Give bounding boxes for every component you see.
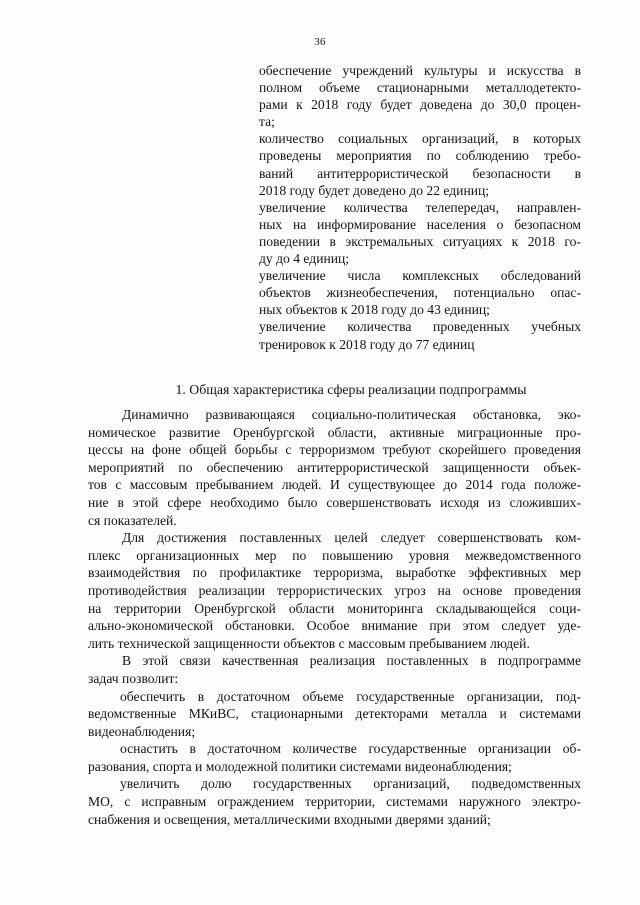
- indicator-line: проведены мероприятия по соблюдению требо-: [259, 148, 581, 164]
- indicator-line: обеспечение учреждений культуры и искусства в: [259, 63, 581, 78]
- indicator-line: ваний антитеррористической безопасности в: [259, 165, 581, 181]
- indicator-line: увеличение числа комплексных обследований: [259, 268, 581, 284]
- paragraph-line: ально-экономической обстановки. Особое внимание при этом следует уде-: [88, 618, 581, 634]
- indicator-line: 2018 году будет доведено до 22 единиц;: [259, 182, 490, 198]
- indicator-line: количество социальных организаций, в которых: [259, 131, 581, 147]
- paragraph-line: на территории Оренбургской области мониторинга складывающейся соци-: [88, 600, 581, 616]
- paragraph-line: задач позволит:: [88, 670, 179, 686]
- paragraph-line: ся показателей.: [88, 512, 177, 528]
- indicators-list: [259, 62, 581, 353]
- indicator-line: поведении в экстремальных ситуациях к 2018 го-: [259, 233, 581, 249]
- paragraph-line: обеспечить в достаточном объеме государственные организации, под-: [120, 688, 581, 704]
- paragraph-line: МО, с исправным ограждением территории, системами наружного электро-: [88, 794, 581, 810]
- paragraph-line: номическое развитие Оренбургской области, активные миграционные про-: [88, 424, 581, 440]
- indicator-line: ду до 4 единиц;: [259, 251, 350, 267]
- paragraph-line: лить технической защищенности объектов с массовым пребыванием людей.: [88, 635, 530, 651]
- paragraph-line: цессы на фоне общей борьбы с терроризмом требуют скорейшего проведения: [88, 442, 581, 458]
- section-heading: 1. Общая характеристика сферы реализации подпрограммы: [175, 382, 527, 397]
- paragraph-line: плекс организационных мер по повышению уровня межведомственного: [88, 547, 581, 563]
- paragraph-line: взаимодействия по профилактике терроризма, выработке эффективных мер: [88, 565, 581, 581]
- paragraph-line: тов с массовым пребыванием людей. И существующее до 2014 года положе-: [88, 477, 581, 493]
- indicator-line: ных объектов к 2018 году до 43 единиц;: [259, 302, 490, 318]
- paragraph-line: Динамично развивающаяся социально-политическая обстановка, эко-: [122, 407, 581, 422]
- paragraph-line: разования, спорта и молодежной политики системами видеонаблюдения;: [88, 758, 512, 774]
- paragraph-line: Для достижения поставленных целей следует совершенствовать ком-: [122, 530, 581, 546]
- paragraph-line: мероприятий по обеспечению антитеррористической защищенности объек-: [88, 459, 581, 475]
- paragraph-line: видеонаблюдения;: [88, 723, 196, 739]
- indicator-line: та;: [259, 114, 275, 130]
- indicator-line: тренировок к 2018 году до 77 единиц: [259, 336, 475, 352]
- indicator-line: объектов жизнеобеспечения, потенциально опас-: [259, 285, 581, 301]
- paragraph-line: В этой связи качественная реализация поставленных в подпрограмме: [122, 653, 581, 669]
- paragraph-line: ние в этой сфере необходимо было совершенствовать исходя из сложивших-: [88, 494, 581, 510]
- body-text: [88, 406, 581, 828]
- indicator-line: увеличение количества проведенных учебных: [259, 319, 581, 335]
- indicator-line: ных на информирование населения о безопасном: [259, 216, 581, 232]
- paragraph-line: снабжения и освещения, металлическими входными дверями зданий;: [88, 811, 491, 827]
- paragraph-line: ведомственные МКиВС, стационарными детекторами металла и системами: [88, 706, 581, 722]
- page-number: 36: [314, 36, 326, 48]
- indicator-line: рами к 2018 году будет доведена до 30,0 процен-: [259, 97, 581, 113]
- paragraph-line: увеличить долю государственных организаций, подведомственных: [120, 776, 581, 792]
- indicator-line: увеличение количества телепередач, направлен-: [259, 199, 581, 215]
- paragraph-line: противодействия реализации террористических угроз на основе проведения: [88, 582, 581, 598]
- paragraph-line: оснастить в достаточном количестве государственные организации об-: [120, 741, 581, 757]
- indicator-line: полном объеме стационарными металлодетекто-: [259, 80, 581, 96]
